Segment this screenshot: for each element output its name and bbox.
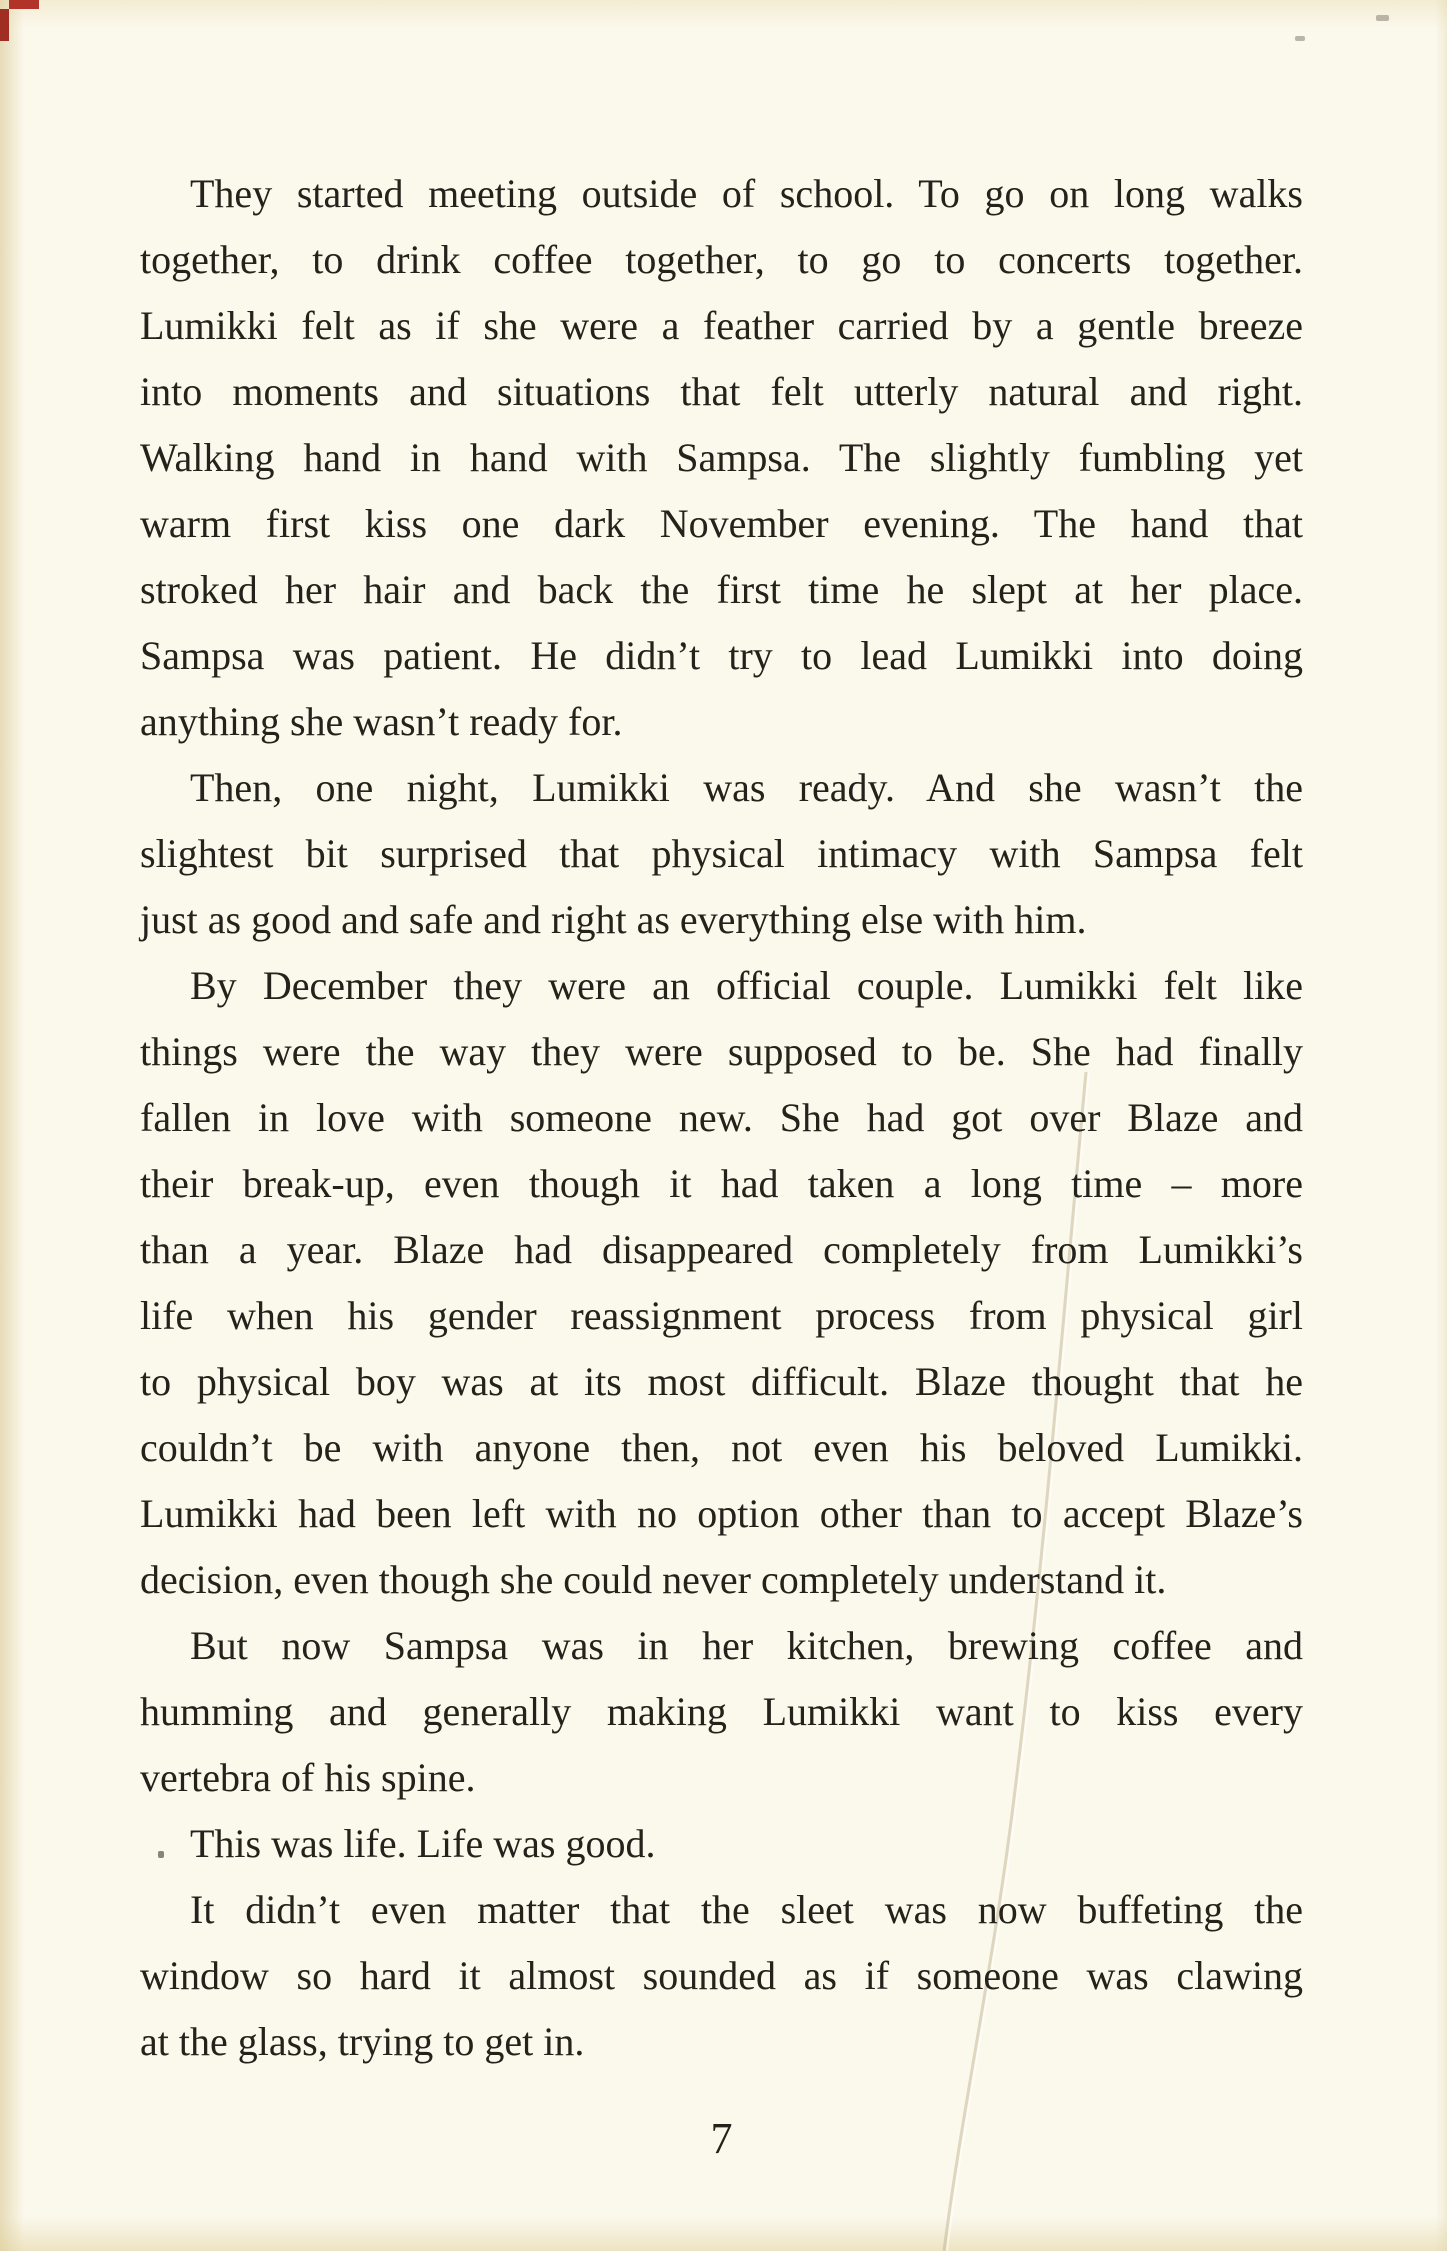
text-line: together, to drink coffee together, to go to concerts together.	[140, 237, 1303, 282]
page-number: 7	[710, 2114, 733, 2163]
text-line: things were the way they were supposed to be. She had finally	[140, 1029, 1303, 1074]
text-line: stroked her hair and back the first time he slept at her place.	[140, 567, 1303, 612]
book-cover-corner-top	[9, 0, 39, 9]
text-line: Sampsa was patient. He didn’t try to lead Lumikki into doing	[140, 633, 1303, 678]
page-edge-shading-top	[0, 0, 1447, 28]
text-line: vertebra of his spine.	[140, 1755, 476, 1800]
page-edge-shading-bottom	[0, 2217, 1447, 2251]
text-line: to physical boy was at its most difficult. Blaze thought that he	[140, 1359, 1303, 1404]
text-line: Walking hand in hand with Sampsa. The slightly fumbling yet	[140, 435, 1303, 480]
page-edge-shading-right	[1435, 0, 1447, 2251]
scan-speck	[1376, 15, 1389, 21]
text-line: into moments and situations that felt utterly natural and right.	[140, 369, 1303, 414]
text-line: just as good and safe and right as everything else with him.	[140, 897, 1087, 942]
text-line: warm first kiss one dark November evening. The hand that	[140, 501, 1303, 546]
text-line: at the glass, trying to get in.	[140, 2019, 585, 2064]
text-line: Lumikki felt as if she were a feather carried by a gentle breeze	[140, 303, 1303, 348]
text-line: couldn’t be with anyone then, not even his beloved Lumikki.	[140, 1425, 1303, 1470]
text-line: Then, one night, Lumikki was ready. And she wasn’t the	[190, 765, 1303, 810]
text-line: slightest bit surprised that physical intimacy with Sampsa felt	[140, 831, 1303, 876]
text-line: Lumikki had been left with no option other than to accept Blaze’s	[140, 1491, 1303, 1536]
text-line: They started meeting outside of school. To go on long walks	[190, 171, 1303, 216]
text-line: It didn’t even matter that the sleet was now buffeting the	[190, 1887, 1303, 1932]
text-line: their break-up, even though it had taken a long time – more	[140, 1161, 1303, 1206]
page-text	[140, 161, 1303, 2075]
text-line: than a year. Blaze had disappeared completely from Lumikki’s	[140, 1227, 1303, 1272]
text-line: humming and generally making Lumikki want to kiss every	[140, 1689, 1303, 1734]
scan-speck	[1295, 36, 1305, 41]
text-line: fallen in love with someone new. She had got over Blaze and	[140, 1095, 1303, 1140]
text-line: This was life. Life was good.	[190, 1821, 656, 1866]
text-line: life when his gender reassignment process from physical girl	[140, 1293, 1303, 1338]
text-line: decision, even though she could never completely understand it.	[140, 1557, 1167, 1602]
text-line: window so hard it almost sounded as if someone was clawing	[140, 1953, 1303, 1998]
text-line: anything she wasn’t ready for.	[140, 699, 623, 744]
page-edge-shading-left	[0, 0, 24, 2251]
text-line: By December they were an official couple. Lumikki felt like	[190, 963, 1303, 1008]
text-line: But now Sampsa was in her kitchen, brewing coffee and	[190, 1623, 1303, 1668]
book-cover-corner-side	[0, 9, 9, 41]
